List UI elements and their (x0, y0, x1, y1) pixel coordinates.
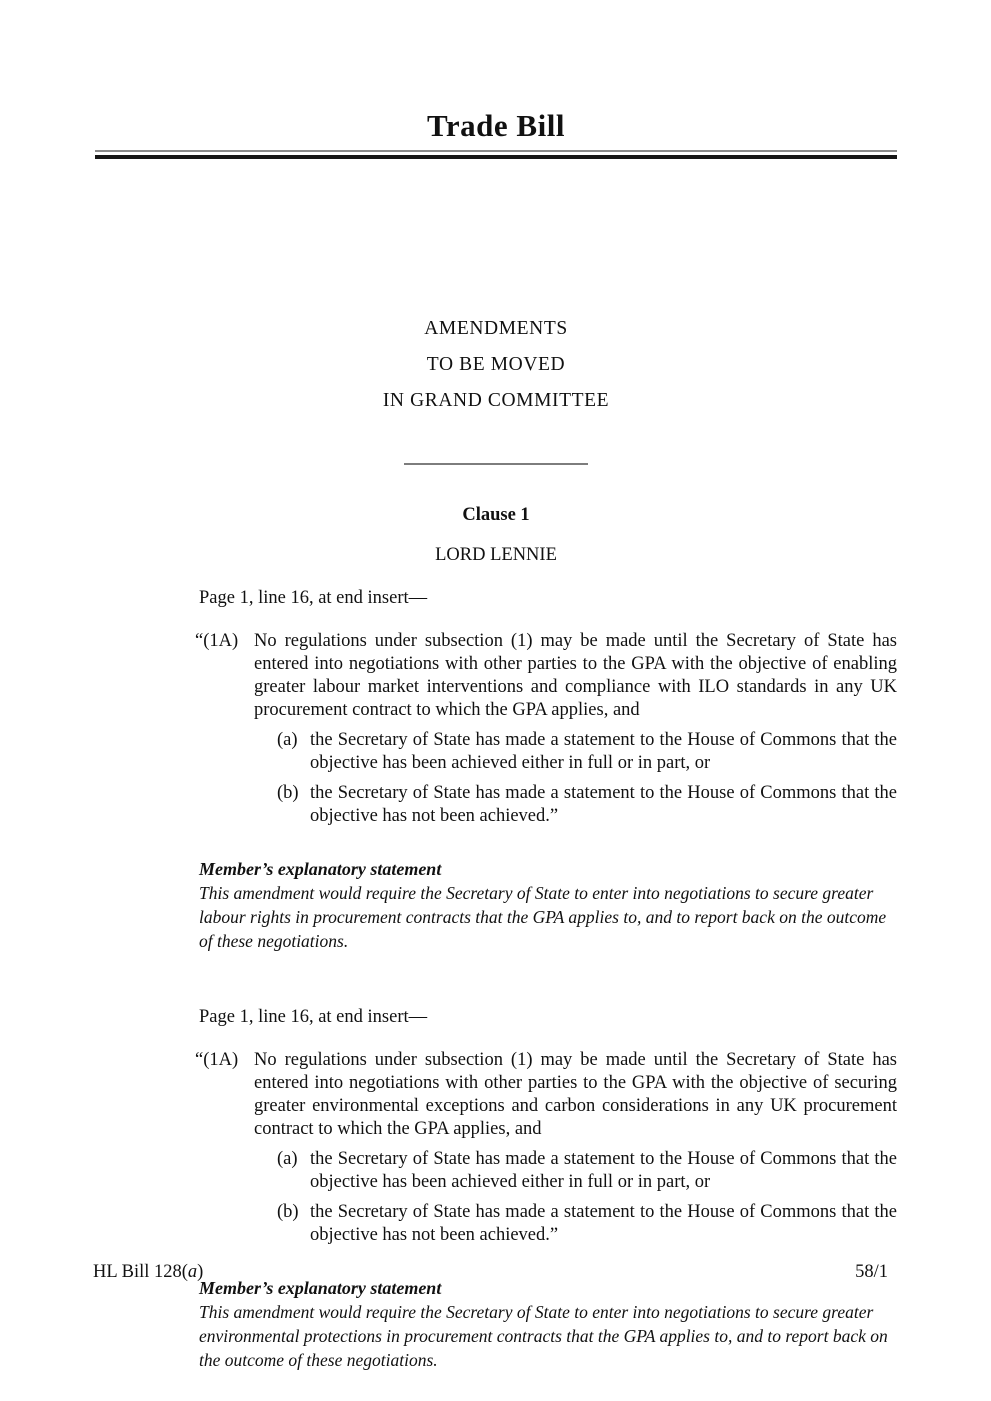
amendment-1-explanatory (199, 857, 897, 953)
amendments-heading-line1: AMENDMENTS (424, 318, 568, 339)
amendment-2-paragraph (195, 1049, 897, 1141)
amendment-2-item-a-text: the Secretary of State has made a statement to the House of Commons that the objective has been achieved either in full or in part, or (310, 1149, 897, 1192)
amendment-2-item-a (277, 1148, 897, 1194)
footer-page-number: 58/1 (855, 1262, 888, 1282)
sponsor-name: LORD LENNIE (435, 545, 557, 565)
footer-bill-reference: HL Bill 128(a) (93, 1262, 204, 1282)
amendments-heading-line3: IN GRAND COMMITTEE (382, 390, 610, 411)
amendment-1-item-b-label: (b) (277, 783, 299, 803)
page-footer (93, 1262, 888, 1283)
amendment-2-number: “(1A) (195, 1050, 239, 1070)
amendment-1-item-b-text: the Secretary of State has made a statement to the House of Commons that the objective has not been achieved.” (310, 783, 897, 826)
amendment-2-item-b-label: (b) (277, 1202, 299, 1222)
amendment-1-explanatory-heading: Member’s explanatory statement (199, 859, 442, 879)
amendment-1-item-a (277, 729, 897, 775)
amendment-1-item-b (277, 782, 897, 828)
amendment-2-item-b-text: the Secretary of State has made a statement to the House of Commons that the objective has not been achieved.” (310, 1202, 897, 1245)
amendment-1-explanatory-text: This amendment would require the Secretary of State to enter into negotiations to secure greater labour rights in procurement contracts that the GPA applies to, and to report back on the outcome of these negotiations. (199, 883, 887, 951)
clause-heading: Clause 1 (462, 505, 530, 525)
document-title: Trade Bill (427, 108, 565, 143)
amendment-1-number: “(1A) (195, 631, 239, 651)
amendment-1-paragraph (195, 630, 897, 722)
amendment-1-text: No regulations under subsection (1) may be made until the Secretary of State has entered into negotiations with other parties to the GPA with the objective of enabling greater labour market interventions and compliance with ILO standards in any UK procurement contract to which the GPA applies, and (254, 631, 897, 720)
amendment-2-item-b (277, 1201, 897, 1247)
amendment-2-text: No regulations under subsection (1) may be made until the Secretary of State has entered into negotiations with other parties to the GPA with the objective of securing greater environmental exceptions and carbon considerations in any UK procurement contract to which the GPA applies, and (254, 1050, 897, 1139)
amendment-1-body (195, 630, 897, 828)
amendment-2-explanatory (199, 1276, 897, 1372)
amendments-heading (95, 311, 897, 419)
amendment-2-explanatory-text: This amendment would require the Secretary of State to enter into negotiations to secure greater environmental protections in procurement contracts that the GPA applies to, and to report back on the outcome of these negotiations. (199, 1302, 888, 1370)
amendment-2-body (195, 1049, 897, 1247)
section-divider (404, 463, 588, 465)
amendment-1-item-a-label: (a) (277, 730, 298, 750)
title-double-rule (95, 150, 897, 159)
page-content (0, 108, 991, 1372)
amendment-1-instruction: Page 1, line 16, at end insert— (199, 588, 428, 608)
amendment-2-explanatory-heading: Member’s explanatory statement (199, 1278, 442, 1298)
amendments-heading-line2: TO BE MOVED (426, 354, 566, 375)
amendment-separator-space (95, 953, 897, 985)
amendment-2-instruction: Page 1, line 16, at end insert— (199, 1007, 428, 1027)
amendment-2-item-a-label: (a) (277, 1149, 298, 1169)
amendment-1-item-a-text: the Secretary of State has made a statement to the House of Commons that the objective has been achieved either in full or in part, or (310, 730, 897, 773)
